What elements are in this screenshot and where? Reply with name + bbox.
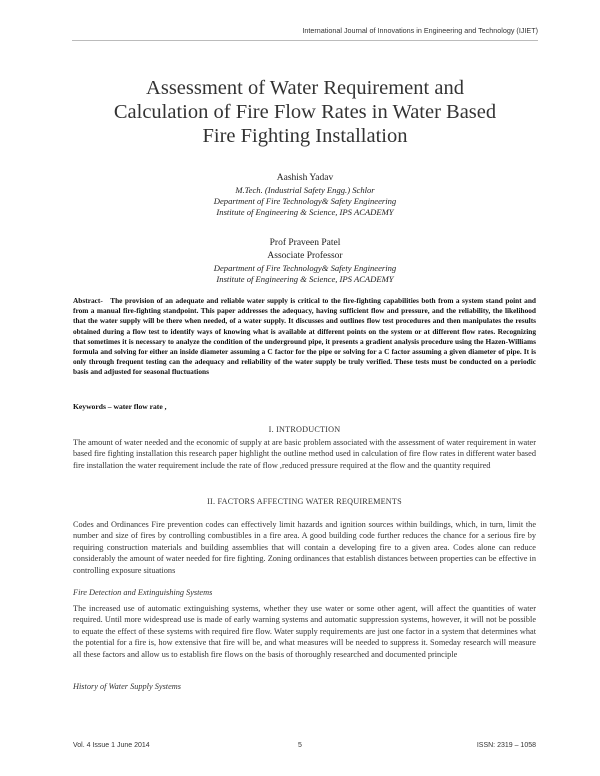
header-rule [72,40,538,41]
author-institute: Institute of Engineering & Science, IPS ACADEMY [216,274,394,284]
author-role: Associate Professor [267,251,343,261]
section-heading-introduction: I. INTRODUCTION [268,425,341,434]
paper-title [80,76,530,148]
title-line-3: Fire Fighting Installation [202,125,408,147]
factors-paragraph: Codes and Ordinances Fire prevention codes can effectively limit hazards and ignition sources within buildings, which, in turn, limit the number and size of fires by controlling combustibles in a fire area. A good building code further reduces the chance for a serious fire by requiring construction materials and building assemblies that will contain a developing fire to a given area. Codes alone can reduce considerably the amount of water needed for fire fighting. Zoning ordinances that establish distances between properties can be effective in controlling exposure situations [73,520,536,575]
journal-header: International Journal of Innovations in Engineering and Technology (IJIET) [302,26,538,35]
footer-issue: Vol. 4 Issue 1 June 2014 [73,742,150,749]
author-institute: Institute of Engineering & Science, IPS ACADEMY [216,207,394,217]
author-department: Department of Fire Technology& Safety Engineering [213,196,397,206]
footer-issn: ISSN: 2319 – 1058 [476,742,536,749]
abstract-label: Abstract- [73,296,103,305]
author-block-1 [80,172,530,218]
author-department: Department of Fire Technology& Safety Engineering [213,263,397,273]
abstract [73,296,536,378]
detection-paragraph: The increased use of automatic extinguishing systems, whether they use water or some other agent, will affect the quantities of water required. Until more widespread use is made of early warning systems and automatic suppression systems, however, it will not be possible to equate the effect of these systems with required fire flow. Water supply requirements are just one factor in a system that determines what the potential for a fire is, how extensive that fire will be, and what measures will be needed to suppress it. Someday research will measure all these factors and allow us to establish fire flows on the basis of thoroughly researched and documented principle [73,604,536,659]
abstract-text: The provision of an adequate and reliable water supply is critical to the fire-fighting capabilities both from a system stand point and from a manual fire-fighting standpoint. This paper addresses the adequacy, having sufficient flow and pressure, and the reliability, the likelihood that the water supply will be there when needed, of a water supply. It discusses and outlines flow test procedures and then manipulates the results obtained during a flow test to identify ways of knowing what is available at different points on the system or at different flow rates. Recognizing that sometimes it is necessary to analyze the condition of the underground pipe, it presents a gradient analysis procedure using the Hazen-Williams formula and solving for either an inside diameter assuming a C factor for the pipe or solving for a C factor assuming a given diameter of pipe. It is only through frequent testing can the adequacy and reliability of the water supply be truly verified. These tests must be conducted on a periodic basis and adjusted for seasonal fluctuations [73,296,536,377]
keywords: Keywords – water flow rate , [73,402,167,411]
author-name: Prof Praveen Patel [269,238,341,248]
subsection-heading-detection: Fire Detection and Extinguishing Systems [73,588,213,597]
section-heading-factors: II. FACTORS AFFECTING WATER REQUIREMENTS [207,497,402,506]
subsection-heading-history: History of Water Supply Systems [73,682,182,691]
author-name: Aashish Yadav [276,173,334,183]
title-line-1: Assessment of Water Requirement and [146,77,464,99]
introduction-paragraph: The amount of water needed and the economic of supply at are basic problem associated with the assessment of water requirement in water based fire fighting installation this research paper highlight the outline method used in calculation of fire flow rates in different water based fire installation the water requirement include the rate of flow ,reduced pressure required at the flow and the quantity required [73,438,536,470]
author-block-2 [80,237,530,285]
title-line-2: Calculation of Fire Flow Rates in Water Based [113,101,497,123]
page-number: 5 [298,742,302,749]
author-degree: M.Tech. (Industrial Safety Engg.) Schlor [235,185,375,195]
